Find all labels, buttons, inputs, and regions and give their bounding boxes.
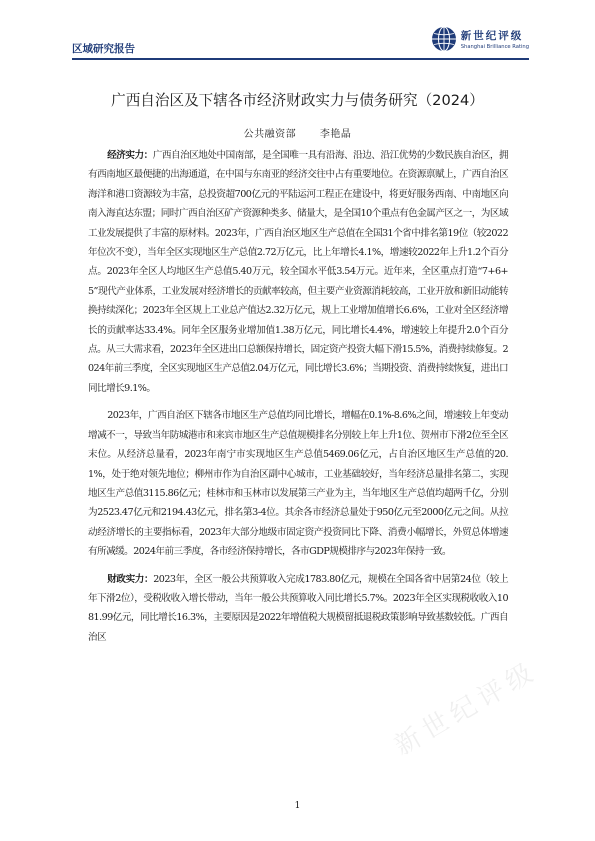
paragraph-fiscal-strength (88, 570, 508, 648)
page-header (72, 22, 529, 62)
paragraph-text: 2023年，全区一般公共预算收入完成1783.80亿元，规模在全国各省中居第24位（较上年下滑2位），受税收收入增长带动，当年一般公共预算收入同比增长5.7%。2023年全区实现税收收入1081.99亿元，同比增长16.3%，主要原因是2022年增值税大规模留抵退税政策影响导致基数较低。广西自治区 (88, 573, 508, 643)
company-logo (431, 22, 529, 56)
page-number: 1 (294, 801, 301, 811)
author-name: 李艳晶 (319, 129, 352, 140)
watermark: 新世纪评级 (389, 655, 544, 762)
globe-logo-icon (431, 26, 457, 52)
paragraph-economic-strength (88, 146, 508, 398)
report-body (88, 146, 508, 655)
paragraph-lead: 经济实力： (107, 150, 153, 161)
report-title: 广西自治区及下辖各市经济财政实力与债务研究（2024） (111, 92, 484, 109)
report-type-label: 区域研究报告 (72, 43, 135, 55)
author-line (0, 125, 595, 140)
header-divider (72, 58, 529, 60)
paragraph-text: 广西自治区地处中国南部，是全国唯一具有沿海、沿边、沿江优势的少数民族自治区，拥有西南地区最便捷的出海通道，在中国与东南亚的经济交往中占有重要地位。在资源禀赋上，广西自治区海洋和港口资源较为丰富，总投资超700亿元的平陆运河工程正在建设中，将更好服务西南、中南地区向南入海直达东盟；同时广西自治区矿产资源种类多、储量大，是全国10个重点有色金属产区之一，为区域工业发展提供了丰富的原材料。2023年，广西自治区地区生产总值在全国31个省中排名第19位（较2022年位次不变），当年全区实现地区生产总值2.72万亿元，比上年增长4.1%，增速较2022年上升1.2个百分点。2023年全区人均地区生产总值5.40万元，较全国水平低3.54万元。近年来，全区重点打造“7+6+5”现代产业体系，工业发展对经济增长的贡献率较高，但主要产业资源消耗较高，工业开放和新旧动能转换持续深化；2023年全区规上工业总产值达2.32万亿元，规上工业增加值增长6.6%，工业对全区经济增长的贡献率达33.4%。同年全区服务业增加值1.38万亿元，同比增长4.4%，增速较上年提升2.0个百分点。从三大需求看，2023年全区进出口总额保持增长，固定资产投资大幅下滑15.5%，消费持续修复。2024年前三季度，全区实现地区生产总值2.04万亿元，同比增长3.6%；当期投资、消费持续恢复，进出口同比增长9.1%。 (88, 150, 508, 394)
paragraph-city-economy (88, 406, 508, 561)
logo-chinese-name: 新世纪评级 (460, 30, 524, 42)
paragraph-lead: 财政实力： (107, 573, 154, 585)
logo-english-name: Shanghai Brilliance Rating (460, 44, 529, 50)
author-department: 公共融资部 (243, 129, 297, 140)
paragraph-text: 2023年，广西自治区下辖各市地区生产总值均同比增长，增幅在0.1%-8.6%之间，增速较上年变动增减不一，导致当年防城港市和来宾市地区生产总值规模排名分别较上年上升1位、贺州市下滑2位至全区末位。从经济总量看，2023年南宁市实现地区生产总值5469.06亿元，占自治区地区生产总值的20.1%，处于绝对领先地位；柳州市作为自治区副中心城市，工业基础较好，当年经济总量排名第二，实现地区生产总值3115.86亿元；桂林市和玉林市以发展第三产业为主，当年地区生产总值均超两千亿，分别为2523.47亿元和2194.43亿元，排名第3-4位。其余各市经济总量处于950亿元至2000亿元之间。从拉动经济增长的主要指标看，2023年大部分地级市固定资产投资同比下降、消费小幅增长，外贸总体增速有所减缓。2024年前三季度，各市经济保持增长，各市GDP规模排序与2023年保持一致。 (88, 410, 508, 558)
